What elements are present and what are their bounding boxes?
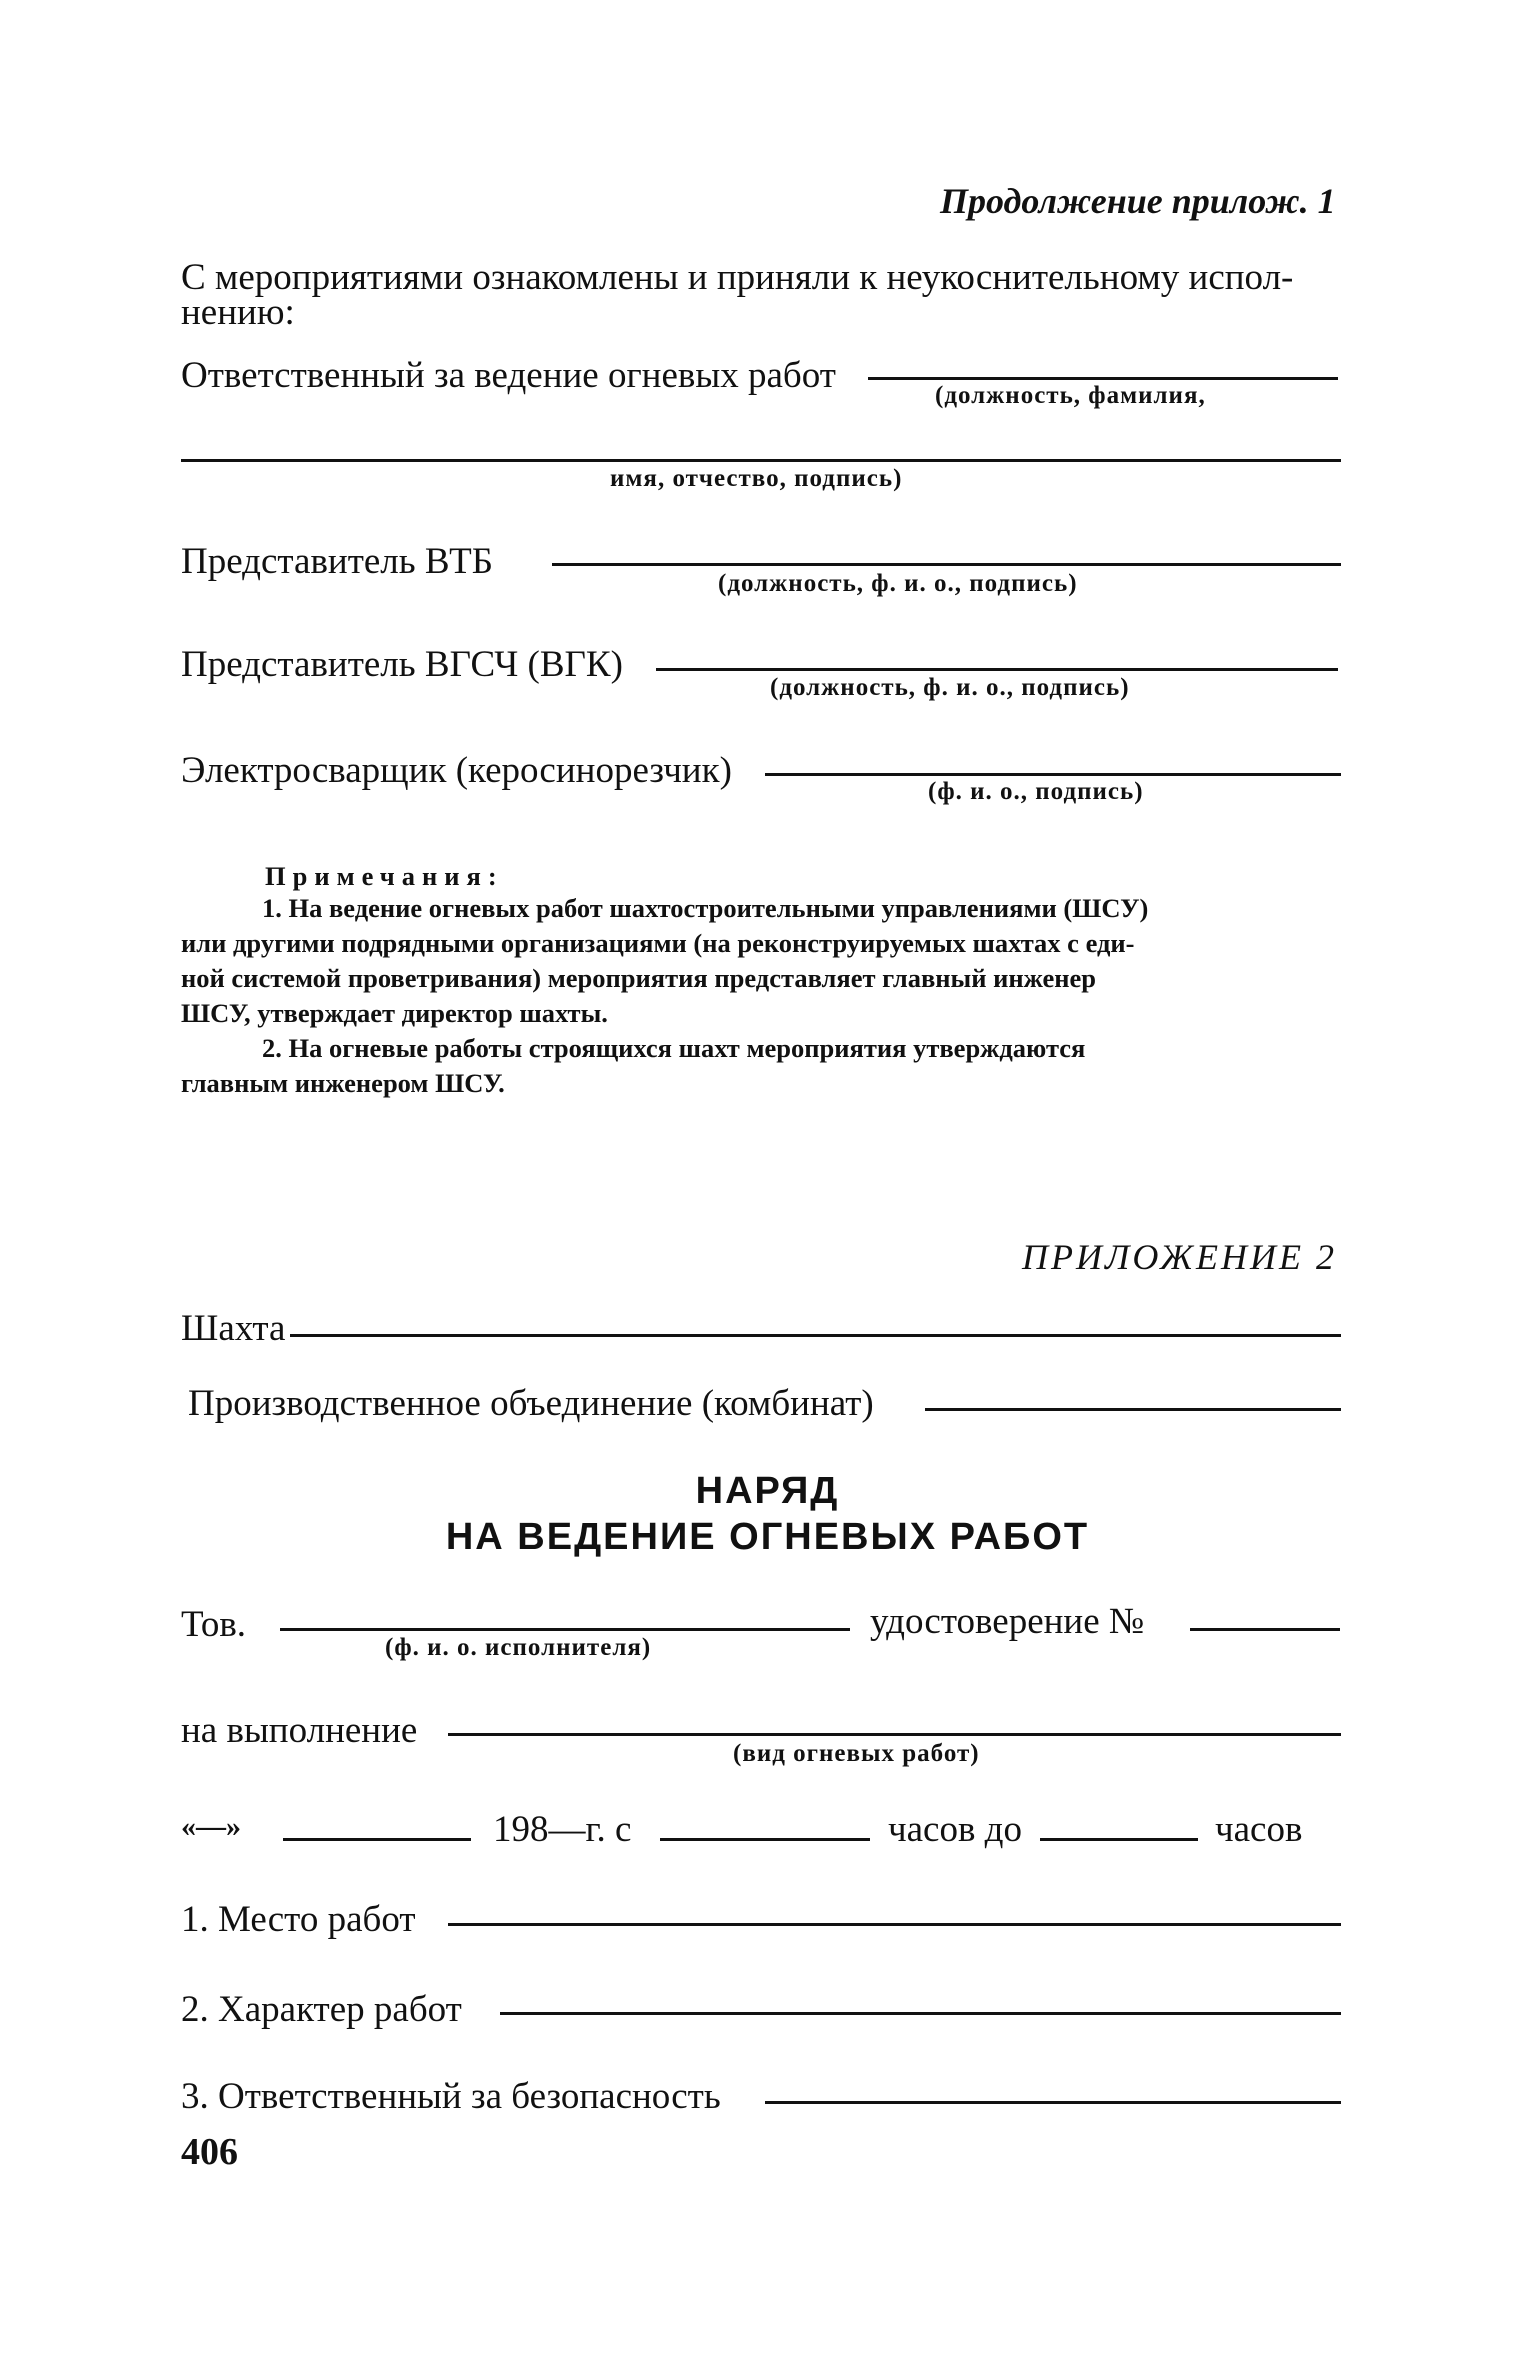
comrade-label: Тов. — [181, 1604, 247, 1645]
vtb-label: Представитель ВТБ — [181, 541, 493, 582]
responsible-caption-2: имя, отчество, подпись) — [610, 465, 903, 492]
end-hour-line[interactable] — [1040, 1838, 1198, 1841]
association-field-line[interactable] — [925, 1408, 1341, 1411]
year-label: 198—г. с — [493, 1809, 632, 1850]
responsible-caption: (должность, фамилия, — [935, 382, 1206, 409]
item-responsible-line[interactable] — [765, 2101, 1341, 2104]
hours-to-label: часов до — [888, 1809, 1022, 1850]
note-1-line-2: или другими подрядными организациями (на реконструируемых шахтах с еди- — [181, 928, 1135, 958]
certificate-label: удостоверение № — [870, 1601, 1145, 1642]
date-quote: «—» — [181, 1810, 241, 1843]
intro-line-2: нению: — [181, 292, 295, 333]
note-1-line-1: 1. На ведение огневых работ шахтостроительными управлениями (ШСУ) — [262, 893, 1149, 923]
hours-label: часов — [1215, 1809, 1303, 1850]
order-title-line-1: НАРЯД — [695, 1470, 840, 1512]
notes-title: Примечания: — [265, 861, 504, 891]
date-month-line[interactable] — [283, 1838, 471, 1841]
order-title-line-2: НА ВЕДЕНИЕ ОГНЕВЫХ РАБОТ — [445, 1516, 1090, 1558]
note-2-line-2: главным инженером ШСУ. — [181, 1068, 505, 1098]
vgsch-label: Представитель ВГСЧ (ВГК) — [181, 644, 623, 685]
intro-line-1: С мероприятиями ознакомлены и приняли к неукоснительному испол- — [181, 257, 1294, 298]
note-2-line-1: 2. На огневые работы строящихся шахт мероприятия утверждаются — [262, 1033, 1086, 1063]
note-1-line-4: ШСУ, утверждает директор шахты. — [181, 998, 608, 1028]
item-character-line[interactable] — [500, 2012, 1341, 2015]
mine-label: Шахта — [181, 1308, 286, 1349]
comrade-caption: (ф. и. о. исполнителя) — [385, 1634, 652, 1661]
comrade-field-line[interactable] — [280, 1628, 850, 1631]
certificate-field-line[interactable] — [1190, 1628, 1340, 1631]
note-1-line-3: ной системой проветривания) мероприятия представляет главный инженер — [181, 963, 1097, 993]
start-hour-line[interactable] — [660, 1838, 870, 1841]
continuation-header: Продолжение прилож. 1 — [940, 181, 1336, 221]
item-responsible-label: 3. Ответственный за безопасность — [181, 2076, 721, 2117]
responsible-signature-line-2[interactable] — [181, 459, 1341, 462]
vtb-caption: (должность, ф. и. о., подпись) — [718, 570, 1078, 597]
welder-label: Электросварщик (керосинорезчик) — [181, 750, 732, 791]
welder-caption: (ф. и. о., подпись) — [928, 778, 1144, 805]
vgsch-caption: (должность, ф. и. о., подпись) — [770, 674, 1130, 701]
vtb-signature-line[interactable] — [552, 563, 1341, 566]
responsible-signature-line[interactable] — [868, 377, 1338, 380]
execution-field-line[interactable] — [448, 1733, 1341, 1736]
welder-signature-line[interactable] — [765, 773, 1341, 776]
execution-label: на выполнение — [181, 1710, 418, 1751]
page-number: 406 — [181, 2131, 238, 2173]
item-place-label: 1. Место работ — [181, 1899, 416, 1940]
responsible-label: Ответственный за ведение огневых работ — [181, 355, 836, 396]
execution-caption: (вид огневых работ) — [733, 1740, 980, 1767]
item-place-line[interactable] — [448, 1923, 1341, 1926]
mine-field-line[interactable] — [290, 1334, 1341, 1337]
item-character-label: 2. Характер работ — [181, 1989, 462, 2030]
vgsch-signature-line[interactable] — [656, 668, 1338, 671]
association-label: Производственное объединение (комбинат) — [188, 1383, 874, 1424]
appendix-2-heading: ПРИЛОЖЕНИЕ 2 — [1022, 1237, 1337, 1277]
